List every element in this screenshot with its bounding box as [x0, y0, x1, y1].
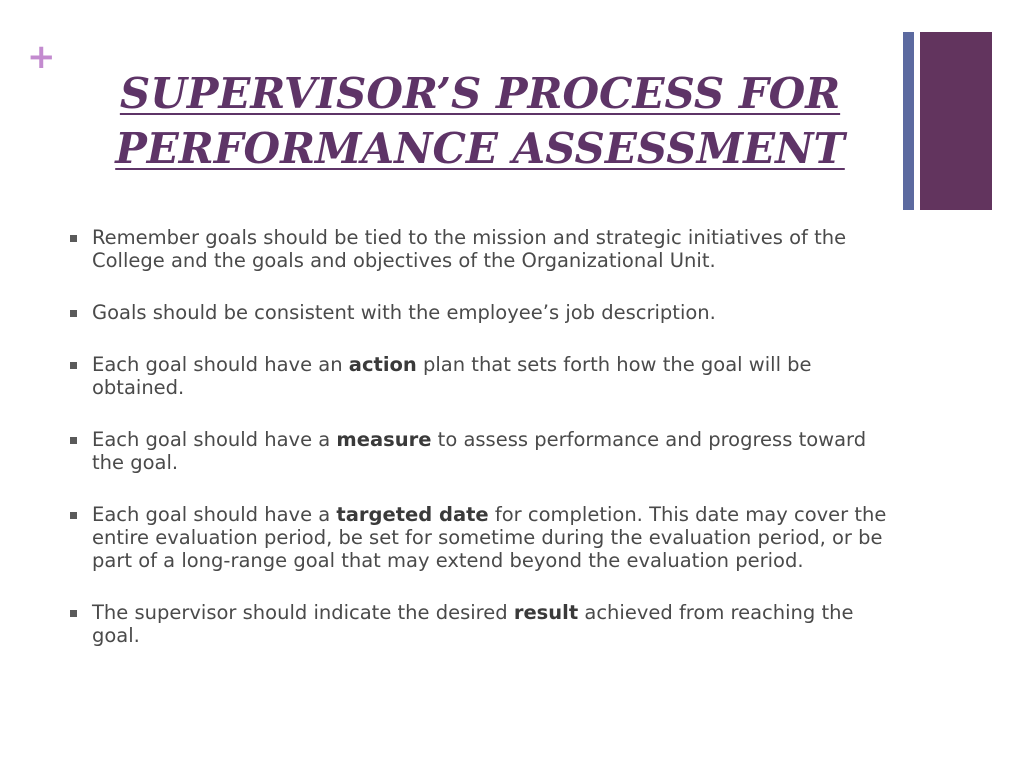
accent-bar-thick [920, 32, 992, 210]
bullet-text: plan that sets forth how the goal will be obtained. [92, 353, 812, 399]
bullet-text: Goals should be consistent with the employee’s job description. [92, 301, 716, 324]
square-bullet-icon [70, 235, 77, 242]
bullet-list [70, 226, 900, 676]
square-bullet-icon [70, 512, 77, 519]
bullet-item [70, 301, 900, 324]
bullet-text: The supervisor should indicate the desired [92, 601, 514, 624]
bullet-item [70, 601, 900, 647]
bullet-item [70, 503, 900, 572]
bullet-item [70, 353, 900, 399]
accent-bar-thin [903, 32, 914, 210]
bullet-emphasis: result [513, 601, 579, 624]
square-bullet-icon [70, 610, 77, 617]
bullet-text: Each goal should have a [92, 428, 337, 451]
bullet-text: achieved from reaching the goal. [92, 601, 854, 647]
bullet-emphasis: targeted date [336, 503, 489, 526]
square-bullet-icon [70, 437, 77, 444]
bullet-item [70, 226, 900, 272]
bullet-text: Each goal should have a [92, 503, 337, 526]
bullet-item [70, 428, 900, 474]
plus-icon: + [27, 37, 56, 77]
bullet-text: to assess performance and progress toward the goal. [92, 428, 867, 474]
slide-title [80, 66, 880, 176]
bullet-emphasis: measure [336, 428, 432, 451]
bullet-text: Each goal should have an [92, 353, 349, 376]
title-line-2: PERFORMANCE ASSESSMENT [115, 124, 845, 173]
bullet-text: Remember goals should be tied to the mission and strategic initiatives of the College and the goals and objectives of the Organizational Unit. [92, 226, 847, 272]
bullet-text: for completion. This date may cover the entire evaluation period, be set for sometime during the evaluation period, or be part of a long-range goal that may extend beyond the evaluation period. [92, 503, 887, 572]
bullet-emphasis: action [348, 353, 417, 376]
title-line-1: SUPERVISOR’S PROCESS FOR [119, 69, 841, 118]
square-bullet-icon [70, 310, 77, 317]
square-bullet-icon [70, 362, 77, 369]
